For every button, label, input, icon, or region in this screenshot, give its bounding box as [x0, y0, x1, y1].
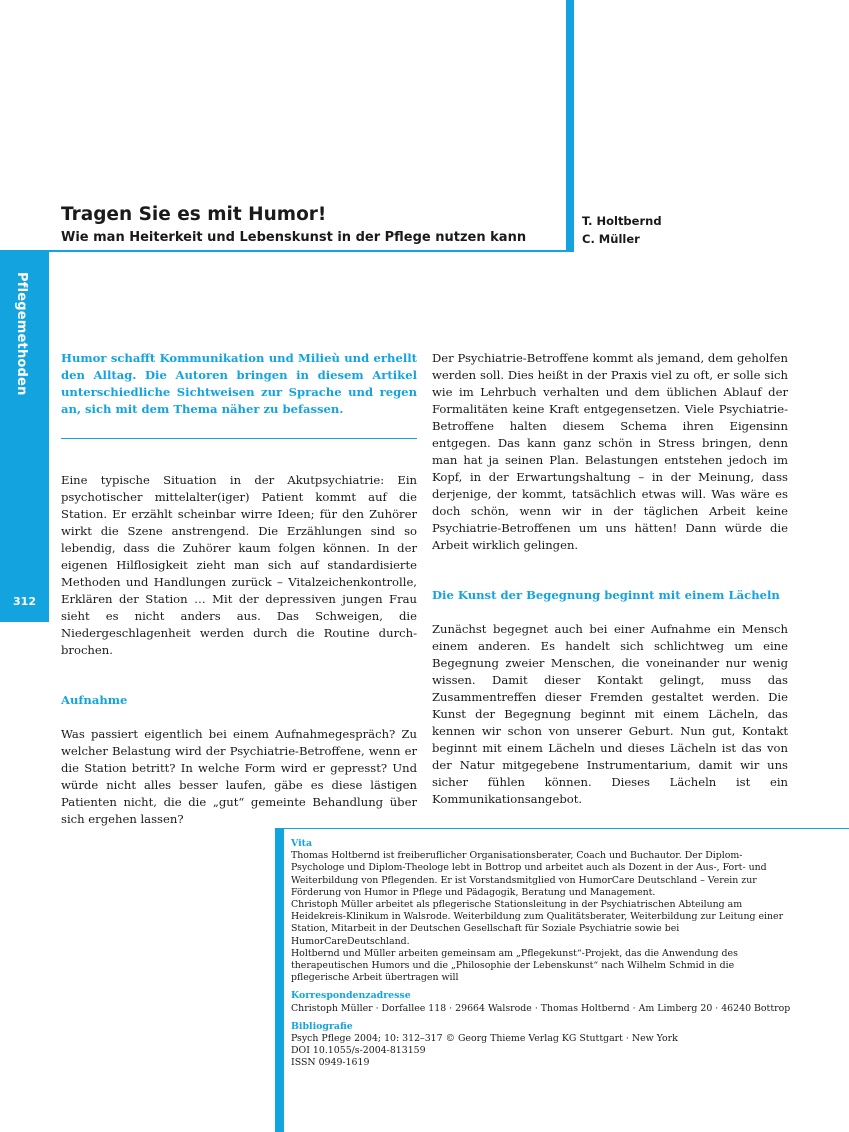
vita-side-bar: [275, 828, 284, 1132]
bibliography-heading: Bibliografie: [291, 1020, 353, 1032]
bibliography-citation: Psych Pflege 2004; 10: 312–317 © Georg Thieme Verlag KG Stuttgart · New York: [291, 1033, 678, 1045]
address-heading: Korrespondenzadresse: [291, 990, 411, 1002]
vita-box: [291, 838, 791, 1070]
body-paragraph: Der Psychiatrie-Betroffene kommt als jemand, dem geholfen werden soll. Dies heißt in der Praxis viel zu oft, er solle sich wie im Lehrbuch verhalten und dem üblichen Ablauf der Formalitäten keine Kraft entgegensetzen. Viele Psychiatrie-Betroffene halten diesem Schema ihren Eigensinn entgegen. Das kann ganz schön in Stress bringen, denn man hat ja seinen Plan. Belastungen entstehen jedoch im Kopf, in der Erwartungshaltung – in der Meinung, dass derjenige, der kommt, tatsächlich etwas will. Was wäre es doch schön, wenn wir in der täglichen Arbeit keine Psychiatrie-Betroffenen um uns hätten! Dann würde die Arbeit wirklich gelingen.: [432, 351, 788, 552]
address-text: Christoph Müller · Dorfallee 118 · 29664 Walsrode · Thomas Holtbernd · Am Limberg 20 · 46240 Bottrop: [291, 1002, 791, 1014]
page-number: 312: [13, 595, 36, 608]
abstract: Humor schafft Kommunikation und Milieù und erhellt den Alltag. Die Autoren bringen in diesem Artikel unterschiedliche Sichtweisen zur Sprache und regen an, sich mit dem Thema näher zu befassen.: [61, 351, 417, 416]
article-subtitle: Wie man Heiterkeit und Lebenskunst in der Pflege nutzen kann: [61, 230, 527, 245]
header-rule: [0, 250, 566, 252]
header-vertical-bar: [566, 0, 574, 252]
author-name: C. Müller: [582, 232, 640, 246]
bibliography-issn: ISSN 0949-1619: [291, 1057, 370, 1069]
section-paragraph: Was passiert eigentlich bei einem Aufnahmegespräch? Zu welcher Belastung wird der Psychiatrie-Betroffene, wenn er die Station betritt? In welche Form wird er gepresst? Und würde nicht alles besser laufen, gäbe es diese lästigen Patienten nicht, die die „gut“ gemeinte Behandlung über sich ergehen lassen?: [61, 727, 417, 826]
section-heading-aufnahme: Aufnahme: [61, 693, 128, 707]
section-label: Pflegemethoden: [14, 272, 29, 396]
article-title: Tragen Sie es mit Humor!: [61, 204, 327, 225]
bibliography-doi: DOI 10.1055/s-2004-813159: [291, 1045, 426, 1057]
vita-paragraph: Thomas Holtbernd ist freiberuflicher Organisationsberater, Coach und Buchautor. Der Diplom-Psychologe und Diplom-Theologe lebt in Bottrop und arbeitet auch als Dozent in der Aus-, Fort- und Weiterbildung von Pflegenden. Er ist Vorstandsmitglied von HumorCare Deutschland – Verein zur Förderung von Humor in Pflege und Pädagogik, Beratung und Management.: [291, 850, 767, 898]
vita-paragraph: Holtbernd und Müller arbeiten gemeinsam am „Pflegekunst“-Projekt, das die Anwendung des therapeutischen Humors und die „Philosophie der Lebenskunst“ nach Wilhelm Schmid in die pflegerische Arbeit übertragen will: [291, 947, 738, 984]
right-column: [432, 350, 788, 808]
intro-paragraph: Eine typische Situation in der Akutpsychiatrie: Ein psychotischer mittelalter(iger) Patient kommt auf die Station. Er erzählt scheinbar wirre Ideen; für den Zuhörer wirkt die Szene anstrengend. Die Erzählungen sind so lebendig, dass die Zuhörer kaum folgen können. In der eigenen Hilflosigkeit zieht man sich auf standardisierte Methoden und Handlungen zurück – Vitalzeichenkontrolle, Erklären der Station … Mit der depressiven jungen Frau sieht es nicht anders aus. Das Schweigen, die Niedergeschlagenheit werden durch die Routine durch-brochen.: [61, 473, 417, 657]
section-paragraph: Zunächst begegnet auch bei einer Aufnahme ein Mensch einem anderen. Es handelt sich schlichtweg um eine Begegnung zweier Menschen, die voneinander nur wenig wissen. Damit dieser Kontakt gelingt, muss das Zusammentreffen dieser Fremden gestaltet werden. Die Kunst der Begegnung beginnt mit einem Lächeln, das kennen wir schon von unserer Geburt. Nun gut, Kontakt beginnt mit einem Lächeln und dieses Lächeln ist das von der Natur mitgegebene Instrumentarium, damit wir uns sicher fühlen können. Dieses Lächeln ist ein Kommunikationsangebot.: [432, 622, 788, 806]
left-column: [61, 350, 417, 828]
vita-paragraph: Christoph Müller arbeitet als pflegerische Stationsleitung in der Psychiatrischen Abteilung am Heidekreis-Klinikum in Walsrode. Weiterbildung zum Qualitätsberater, Weiterbildung zur Leitung einer Station, Mitarbeit in der Deutschen Gesellschaft für Soziale Psychiatrie sowie bei HumorCareDeutschland.: [291, 899, 784, 947]
vita-top-rule: [284, 828, 849, 829]
vita-heading: Vita: [291, 838, 313, 849]
section-heading-begegnung: Die Kunst der Begegnung beginnt mit einem Lächeln: [432, 588, 780, 602]
author-name: T. Holtbernd: [582, 214, 662, 228]
